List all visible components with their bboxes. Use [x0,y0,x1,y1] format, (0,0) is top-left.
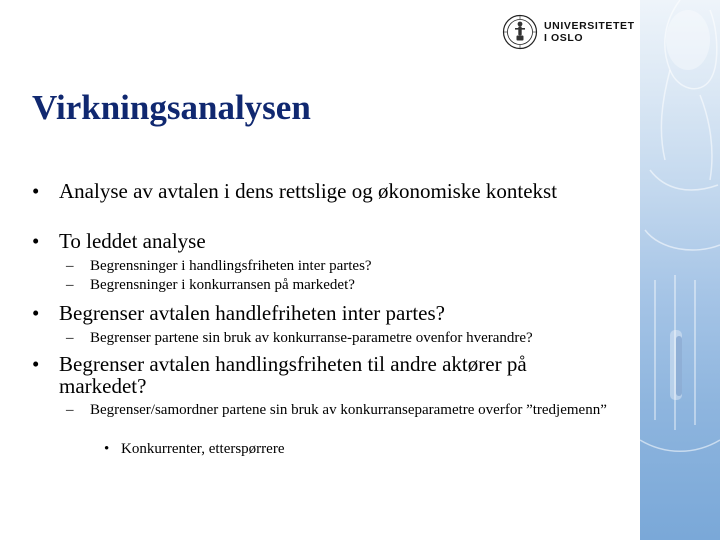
sub-bullet-marker: – [66,258,74,274]
sub-bullet-text: Begrenser partene sin bruk av konkurranse-parametre ovenfor hverandre? [90,330,533,346]
sub-bullet-marker: – [66,330,74,346]
sub-bullet-text: Begrenser/samordner partene sin bruk av konkurranseparametre overfor ”tredjemenn” [90,402,607,418]
slide-title: Virkningsanalysen [32,88,311,127]
decorative-band [640,0,720,540]
sub-sub-bullet-marker: • [104,441,110,457]
sub-bullet-text: Begrensninger i handlingsfriheten inter partes? [90,258,372,274]
university-logo [502,14,642,52]
sub-bullet-marker: – [66,277,74,293]
bullet-text: To leddet analyse [59,229,206,253]
sub-sub-bullet-text: Konkurrenter, etterspørrere [121,441,285,457]
university-name-line2: I OSLO [544,32,584,44]
university-seal-icon [502,14,538,50]
university-name [544,20,635,44]
statue-illustration [640,0,720,540]
bullet-marker: • [32,301,40,325]
bullet-marker: • [32,179,40,203]
university-name-line1: UNIVERSITETET [544,20,635,32]
bullet-text: Analyse av avtalen i dens rettslige og økonomiske kontekst [59,179,558,203]
sub-bullet-marker: – [66,402,74,418]
sub-bullet-text: Begrensninger i konkurransen på markedet? [90,277,355,293]
bullet-marker: • [32,229,40,253]
bullet-text: Begrenser avtalen handlingsfriheten til andre aktører på markedet? [59,352,527,398]
bullet-text: Begrenser avtalen handlefriheten inter partes? [59,301,445,325]
bullet-marker: • [32,352,40,376]
